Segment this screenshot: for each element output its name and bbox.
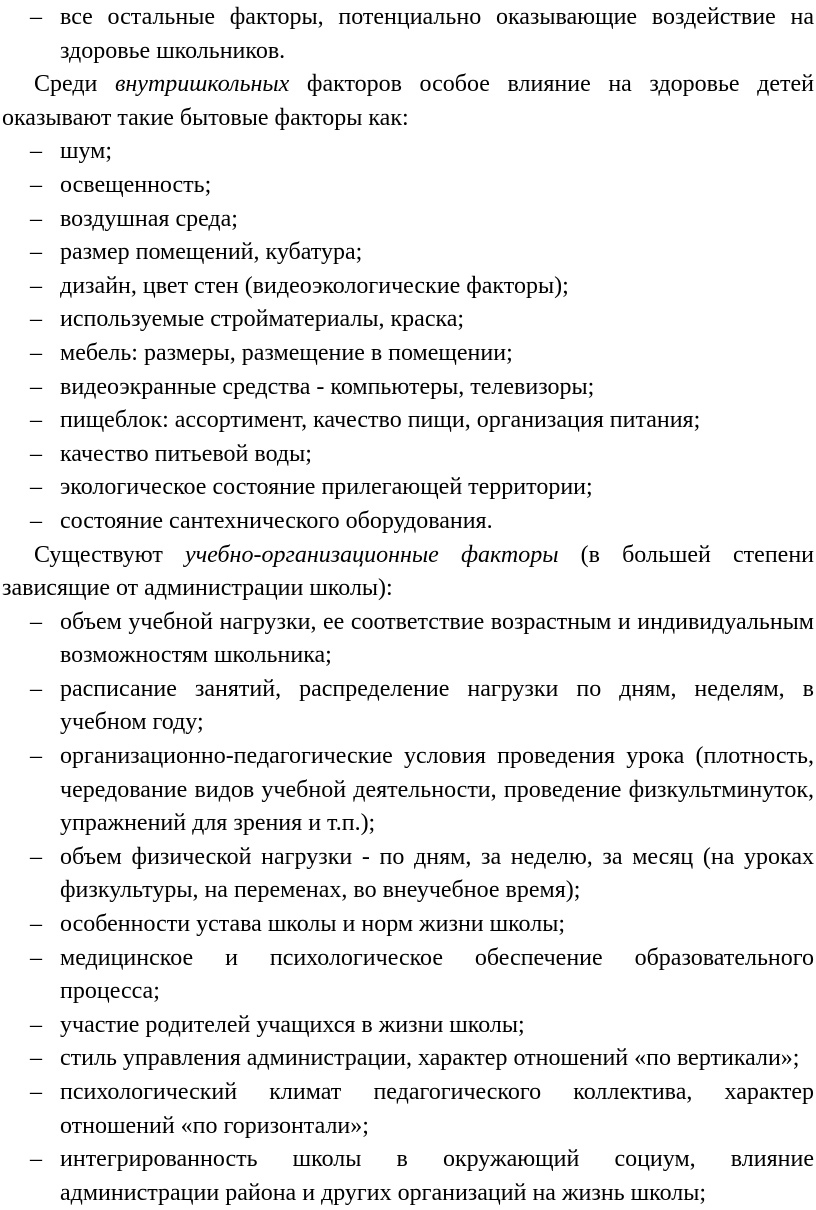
dash-bullet-icon: – <box>30 944 42 971</box>
list-item <box>2 404 814 438</box>
list-item-text: организационно-педагогические условия проведения урока (плотность, чередование видов учебной деятельности, проведение физкультминуток, упражнений для зрения и т.п.); <box>60 743 814 837</box>
dash-bullet-icon: – <box>30 205 42 232</box>
list-item <box>2 236 814 270</box>
list-item <box>2 606 814 673</box>
org-factors-list <box>2 606 814 1210</box>
list-item <box>2 135 814 169</box>
household-factors-intro <box>2 68 814 135</box>
list-item-text: особенности устава школы и норм жизни школы; <box>60 911 566 938</box>
list-item <box>2 471 814 505</box>
list-item <box>2 337 814 371</box>
list-item-text: используемые стройматериалы, краска; <box>60 306 465 333</box>
list-item <box>2 1009 814 1043</box>
list-item-text: все остальные факторы, потенциально оказывающие воздействие на здоровье школьников. <box>60 4 814 64</box>
para2-before: Существуют <box>34 541 186 568</box>
list-item-text: мебель: размеры, размещение в помещении; <box>60 339 513 366</box>
list-item-text: дизайн, цвет стен (видеоэкологические факторы); <box>60 272 569 299</box>
dash-bullet-icon: – <box>30 339 42 366</box>
list-item-text: стиль управления администрации, характер отношений «по вертикали»; <box>60 1045 800 1072</box>
list-item-text: видеоэкранные средства - компьютеры, телевизоры; <box>60 373 595 400</box>
list-item-text: расписание занятий, распределение нагрузки по дням, неделям, в учебном году; <box>60 675 814 736</box>
dash-bullet-icon: – <box>30 1011 42 1038</box>
dash-bullet-icon: – <box>30 675 42 702</box>
list-item <box>2 438 814 472</box>
dash-bullet-icon: – <box>30 440 42 467</box>
dash-bullet-icon: – <box>30 911 42 938</box>
list-item-text: участие родителей учащихся в жизни школы; <box>60 1011 525 1038</box>
list-item-text: размер помещений, кубатура; <box>60 239 363 266</box>
list-item <box>2 203 814 237</box>
dash-bullet-icon: – <box>30 843 42 870</box>
list-item <box>2 673 814 740</box>
dash-bullet-icon: – <box>30 1146 42 1173</box>
list-item <box>2 908 814 942</box>
list-item <box>2 169 814 203</box>
list-item <box>2 505 814 539</box>
dash-bullet-icon: – <box>30 306 42 333</box>
list-item <box>2 303 814 337</box>
list-item-text: воздушная среда; <box>60 205 238 232</box>
list-item-text: пищеблок: ассортимент, качество пищи, организация питания; <box>60 407 701 434</box>
para1-after: факторов особое влияние на здоровье детей оказывают такие бытовые факторы как: <box>2 71 814 131</box>
intro-list <box>2 1 814 68</box>
list-item-text: экологическое состояние прилегающей территории; <box>60 474 593 501</box>
dash-bullet-icon: – <box>30 138 42 165</box>
list-item <box>2 1 814 68</box>
dash-bullet-icon: – <box>30 608 42 635</box>
list-item-text: шум; <box>60 138 113 165</box>
list-item-text: интегрированность школы в окружающий социум, влияние администрации района и других организаций на жизнь школы; <box>60 1146 814 1206</box>
list-item-text: качество питьевой воды; <box>60 440 312 467</box>
dash-bullet-icon: – <box>30 373 42 400</box>
list-item-text: объем физической нагрузки - по дням, за неделю, за месяц (на уроках физкультуры, на переменах, во внеучебное время); <box>60 843 814 904</box>
para2-emphasis: учебно-организационные факторы <box>185 541 559 568</box>
list-item <box>2 371 814 405</box>
dash-bullet-icon: – <box>30 743 42 770</box>
list-item <box>2 1042 814 1076</box>
dash-bullet-icon: – <box>30 1045 42 1072</box>
dash-bullet-icon: – <box>30 171 42 198</box>
dash-bullet-icon: – <box>30 1079 42 1105</box>
dash-bullet-icon: – <box>30 507 42 534</box>
para1-emphasis: внутришкольных <box>114 71 290 98</box>
list-item-text: освещенность; <box>60 171 212 198</box>
list-item-text: объем учебной нагрузки, ее соответствие возрастным и индивидуальным возможностям школьника; <box>60 608 814 669</box>
list-item <box>2 942 814 1009</box>
dash-bullet-icon: – <box>30 272 42 299</box>
dash-bullet-icon: – <box>30 474 42 501</box>
list-item <box>2 270 814 304</box>
dash-bullet-icon: – <box>30 4 42 30</box>
org-factors-intro <box>2 539 814 606</box>
list-item <box>2 1143 814 1210</box>
list-item <box>2 841 814 908</box>
dash-bullet-icon: – <box>30 407 42 434</box>
list-item <box>2 740 814 841</box>
list-item-text: медицинское и психологическое обеспечение образовательного процесса; <box>60 944 814 1005</box>
para1-before: Среди <box>34 71 115 98</box>
list-item-text: состояние сантехнического оборудования. <box>60 507 493 534</box>
list-item <box>2 1076 814 1143</box>
household-factors-list <box>2 135 814 538</box>
dash-bullet-icon: – <box>30 239 42 266</box>
list-item-text: психологический климат педагогического коллектива, характер отношений «по горизонтали»; <box>60 1079 814 1139</box>
para2-after: (в большей степени зависящие от администрации школы): <box>2 541 814 602</box>
